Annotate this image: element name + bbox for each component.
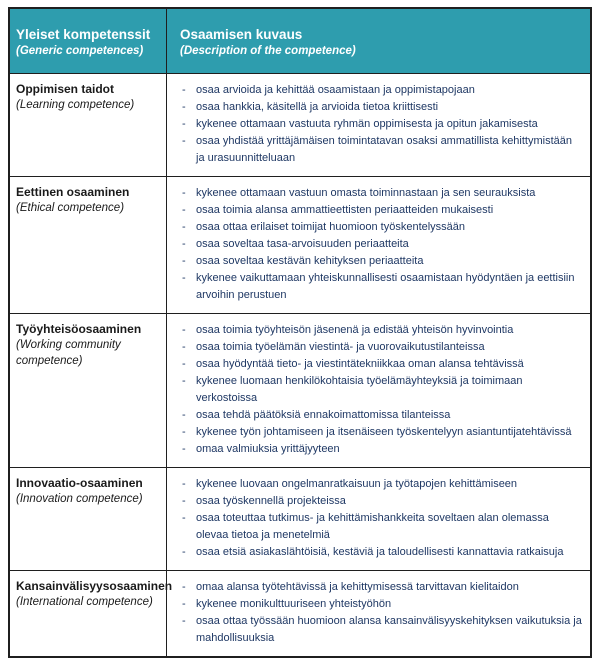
table-row-ethical-competence xyxy=(10,176,590,313)
bullet-dash: - xyxy=(182,204,186,216)
bullet-dash: - xyxy=(182,598,186,610)
competence-title: Eettinen osaaminen xyxy=(16,185,130,199)
bullet-item xyxy=(180,322,582,339)
competence-subtitle: (International competence) xyxy=(16,596,153,608)
competence-subtitle: (Working community competence) xyxy=(16,339,121,367)
bullet-text: kykenee luomaan henkilökohtaisia työelämäyhteyksiä ja toimimaan verkostoissa xyxy=(196,375,523,404)
bullet-dash: - xyxy=(182,495,186,507)
bullet-item xyxy=(180,596,582,613)
bullet-item xyxy=(180,510,582,544)
bullet-item xyxy=(180,441,582,458)
bullet-text: osaa hankkia, käsitellä ja arvioida tietoa kriittisesti xyxy=(196,101,439,113)
description-cell xyxy=(167,177,590,313)
bullet-item xyxy=(180,356,582,373)
bullet-item xyxy=(180,253,582,270)
bullet-dash: - xyxy=(182,255,186,267)
description-cell xyxy=(167,74,590,176)
bullet-item xyxy=(180,133,582,167)
bullet-dash: - xyxy=(182,101,186,113)
bullet-item xyxy=(180,82,582,99)
bullet-text: osaa soveltaa tasa-arvoisuuden periaatteita xyxy=(196,238,409,250)
bullet-dash: - xyxy=(182,84,186,96)
bullet-list xyxy=(180,579,582,647)
header-col2-subtitle: (Description of the competence) xyxy=(180,45,356,57)
bullet-text: osaa etsiä asiakaslähtöisiä, kestäviä ja taloudellisesti kannattavia ratkaisuja xyxy=(196,546,564,558)
bullet-text: osaa toimia työyhteisön jäsenenä ja edistää yhteisön hyvinvointia xyxy=(196,324,514,336)
bullet-list xyxy=(180,476,582,561)
bullet-text: osaa ottaa erilaiset toimijat huomioon työskentelyssään xyxy=(196,221,466,233)
competence-title: Työyhteisöosaaminen xyxy=(16,322,142,336)
bullet-item xyxy=(180,219,582,236)
bullet-text: osaa yhdistää yrittäjämäisen toimintatavan osaksi ammatillista kehittymistään ja urasuunnitteluaan xyxy=(196,135,572,164)
bullet-text: osaa hyödyntää tieto- ja viestintätekniikkaa oman alansa tehtävissä xyxy=(196,358,524,370)
competence-table xyxy=(8,7,592,658)
table-row-learning-competence xyxy=(10,73,590,176)
bullet-item xyxy=(180,493,582,510)
bullet-list xyxy=(180,322,582,458)
competence-cell xyxy=(10,177,167,313)
competence-title: Kansainvälisyysosaaminen xyxy=(16,579,173,593)
bullet-dash: - xyxy=(182,118,186,130)
competence-subtitle: (Ethical competence) xyxy=(16,202,125,214)
bullet-item xyxy=(180,476,582,493)
bullet-text: omaa valmiuksia yrittäjyyteen xyxy=(196,443,340,455)
bullet-item xyxy=(180,373,582,407)
bullet-list xyxy=(180,185,582,304)
header-col2-title: Osaamisen kuvaus xyxy=(180,27,303,42)
competence-cell xyxy=(10,74,167,176)
bullet-item xyxy=(180,407,582,424)
bullet-text: osaa arvioida ja kehittää osaamistaan ja oppimistapojaan xyxy=(196,84,475,96)
description-cell xyxy=(167,571,590,656)
bullet-text: osaa soveltaa kestävän kehityksen periaatteita xyxy=(196,255,424,267)
bullet-text: osaa toimia alansa ammattieettisten periaatteiden mukaisesti xyxy=(196,204,494,216)
bullet-dash: - xyxy=(182,581,186,593)
bullet-item xyxy=(180,424,582,441)
competence-cell xyxy=(10,468,167,570)
bullet-item xyxy=(180,270,582,304)
header-cell-generic-competences xyxy=(10,9,167,73)
competence-subtitle: (Learning competence) xyxy=(16,99,135,111)
bullet-text: osaa tehdä päätöksiä ennakoimattomissa tilanteissa xyxy=(196,409,451,421)
bullet-list xyxy=(180,82,582,167)
description-cell xyxy=(167,314,590,467)
bullet-dash: - xyxy=(182,187,186,199)
bullet-dash: - xyxy=(182,272,186,284)
bullet-item xyxy=(180,613,582,647)
bullet-item xyxy=(180,339,582,356)
bullet-text: osaa toimia työelämän viestintä- ja vuorovaikutustilanteissa xyxy=(196,341,485,353)
bullet-text: kykenee monikulttuuriseen yhteistyöhön xyxy=(196,598,392,610)
bullet-dash: - xyxy=(182,221,186,233)
competence-title: Innovaatio-osaaminen xyxy=(16,476,143,490)
header-col1-title: Yleiset kompetenssit xyxy=(16,27,151,42)
table-row-international-competence xyxy=(10,570,590,656)
bullet-text: osaa ottaa työssään huomioon alansa kansainvälisyyskehityksen vaikutuksia ja mahdollisuuksia xyxy=(196,615,582,644)
bullet-text: kykenee luovaan ongelmanratkaisuun ja työtapojen kehittämiseen xyxy=(196,478,518,490)
bullet-item xyxy=(180,116,582,133)
bullet-dash: - xyxy=(182,135,186,147)
bullet-dash: - xyxy=(182,409,186,421)
table-header-row xyxy=(10,9,590,73)
table-row-innovation-competence xyxy=(10,467,590,570)
header-cell-description xyxy=(167,9,590,73)
bullet-dash: - xyxy=(182,341,186,353)
bullet-dash: - xyxy=(182,238,186,250)
competence-cell xyxy=(10,571,173,656)
header-col1-subtitle: (Generic competences) xyxy=(16,45,144,57)
competence-cell xyxy=(10,314,167,467)
bullet-text: kykenee ottamaan vastuuta ryhmän oppimisesta ja opitun jakamisesta xyxy=(196,118,538,130)
bullet-dash: - xyxy=(182,546,186,558)
bullet-text: omaa alansa työtehtävissä ja kehittymisessä tarvittavan kielitaidon xyxy=(196,581,519,593)
bullet-item xyxy=(180,579,582,596)
bullet-dash: - xyxy=(182,375,186,387)
bullet-text: kykenee ottamaan vastuun omasta toiminnastaan ja sen seurauksista xyxy=(196,187,536,199)
competence-subtitle: (Innovation competence) xyxy=(16,493,143,505)
bullet-item xyxy=(180,202,582,219)
bullet-dash: - xyxy=(182,358,186,370)
description-cell xyxy=(167,468,590,570)
bullet-dash: - xyxy=(182,426,186,438)
bullet-item xyxy=(180,236,582,253)
competence-title: Oppimisen taidot xyxy=(16,82,115,96)
bullet-text: kykenee työn johtamiseen ja itsenäiseen työskentelyyn asiantuntijatehtävissä xyxy=(196,426,572,438)
table-row-working-community-competence xyxy=(10,313,590,467)
bullet-text: kykenee vaikuttamaan yhteiskunnallisesti osaamistaan hyödyntäen ja eettisiin arvoihin perustuen xyxy=(196,272,575,301)
bullet-dash: - xyxy=(182,324,186,336)
bullet-dash: - xyxy=(182,615,186,627)
bullet-dash: - xyxy=(182,443,186,455)
bullet-text: osaa toteuttaa tutkimus- ja kehittämishankkeita soveltaen alan olemassa olevaa tietoa ja menetelmiä xyxy=(196,512,549,541)
bullet-dash: - xyxy=(182,478,186,490)
bullet-dash: - xyxy=(182,512,186,524)
bullet-item xyxy=(180,99,582,116)
bullet-item xyxy=(180,185,582,202)
bullet-item xyxy=(180,544,582,561)
bullet-text: osaa työskennellä projekteissa xyxy=(196,495,346,507)
